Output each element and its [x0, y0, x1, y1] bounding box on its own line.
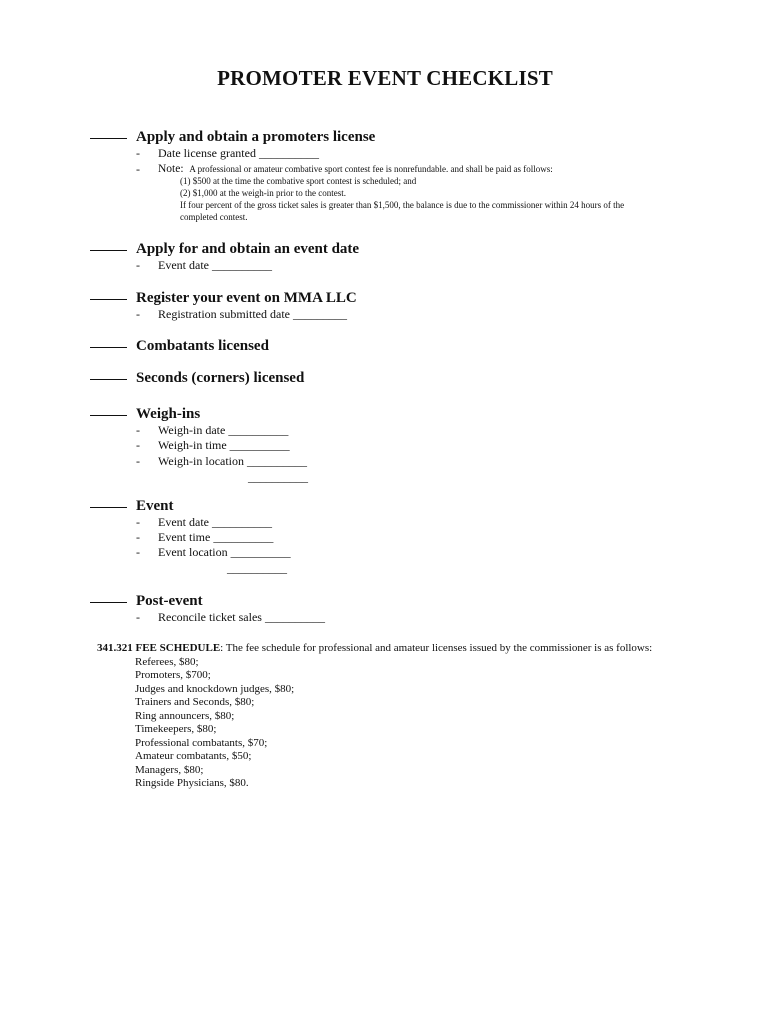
checkbox-blank[interactable] — [90, 379, 127, 380]
bullet-dash: - — [136, 454, 140, 468]
fee-details — [90, 175, 730, 223]
section-heading: Combatants licensed — [136, 338, 269, 354]
fee-item: Referees, $80; — [135, 655, 199, 668]
weigh-in-time-field: Weigh-in time __________ — [158, 438, 290, 452]
location-continuation — [90, 561, 730, 576]
fee-detail-line: completed contest. — [180, 212, 248, 222]
fee-item: Amateur combatants, $50; — [135, 750, 252, 762]
fee-item: Judges and knockdown judges, $80; — [135, 682, 295, 695]
weigh-in-location-field: Weigh-in location __________ — [158, 454, 308, 468]
section-heading: Event — [136, 498, 174, 514]
checkbox-blank[interactable] — [90, 415, 127, 416]
checkbox-blank[interactable] — [90, 347, 127, 348]
list-item — [90, 438, 730, 454]
fee-list — [135, 656, 652, 791]
event-location-field: Event location __________ — [158, 545, 291, 559]
fee-schedule-header — [97, 642, 652, 656]
section-event — [90, 497, 730, 576]
fee-detail-line: If four percent of the gross ticket sales is greater than $1,500, the balance is due to the commissioner within 24 hours of the — [180, 200, 625, 210]
fee-detail-line: (1) $500 at the time the combative sport contest is scheduled; and — [180, 176, 417, 186]
location-continuation — [90, 470, 730, 485]
bullet-dash: - — [136, 515, 140, 529]
bullet-dash: - — [136, 438, 140, 452]
bullet-dash: - — [136, 545, 140, 559]
fee-item: Trainers and Seconds, $80; — [135, 696, 255, 708]
fee-item: Professional combatants, $70; — [135, 736, 268, 749]
section-heading: Weigh-ins — [136, 406, 201, 422]
fee-detail-line: (2) $1,000 at the weigh-in prior to the contest. — [180, 188, 346, 198]
fee-item: Ringside Physicians, $80. — [135, 777, 249, 789]
list-item — [90, 515, 730, 530]
bullet-dash: - — [136, 610, 140, 624]
fee-schedule-label: 341.321 FEE SCHEDULE — [97, 642, 221, 654]
bullet-dash: - — [136, 530, 140, 544]
list-item — [90, 423, 730, 438]
extra-blank-line: __________ — [227, 561, 287, 575]
page-title: PROMOTER EVENT CHECKLIST — [217, 66, 553, 90]
fee-schedule — [97, 642, 652, 791]
list-item — [90, 454, 730, 470]
list-item — [90, 530, 730, 545]
bullet-dash: - — [136, 146, 140, 160]
section-heading: Seconds (corners) licensed — [136, 370, 305, 386]
list-item — [90, 258, 730, 274]
section-heading: Register your event on MMA LLC — [136, 290, 357, 306]
section-weigh-ins — [90, 405, 730, 485]
bullet-dash: - — [136, 258, 140, 272]
list-item — [90, 146, 730, 162]
bullet-dash: - — [136, 307, 140, 321]
date-license-granted-field: Date license granted __________ — [158, 146, 319, 160]
bullet-dash: - — [136, 423, 140, 437]
checkbox-blank[interactable] — [90, 138, 127, 139]
section-combatants — [90, 337, 730, 355]
fee-item: Timekeepers, $80; — [135, 723, 217, 735]
event-date-field: Event date __________ — [158, 515, 272, 529]
fee-schedule-intro: : The fee schedule for professional and amateur licenses issued by the commissioner is as follows: — [220, 642, 653, 654]
reconcile-ticket-sales-field: Reconcile ticket sales __________ — [158, 610, 325, 624]
fee-item: Managers, $80; — [135, 763, 204, 776]
registration-date-field: Registration submitted date _________ — [158, 307, 347, 321]
fee-item: Ring announcers, $80; — [135, 709, 235, 722]
list-item — [90, 307, 730, 323]
section-post-event — [90, 592, 730, 626]
section-seconds — [90, 369, 730, 387]
weigh-in-date-field: Weigh-in date __________ — [158, 423, 289, 437]
extra-blank-line: __________ — [248, 470, 308, 484]
event-time-field: Event time __________ — [158, 530, 274, 544]
bullet-dash: - — [136, 162, 140, 176]
list-item — [90, 610, 730, 626]
checkbox-blank[interactable] — [90, 299, 127, 300]
section-register — [90, 289, 730, 323]
fee-item: Promoters, $700; — [135, 669, 211, 681]
note-row — [90, 162, 730, 175]
section-promoter-license — [90, 128, 730, 223]
note-label: Note: — [158, 163, 184, 175]
section-heading: Apply and obtain a promoters license — [136, 129, 376, 145]
event-date-field: Event date __________ — [158, 258, 272, 272]
section-heading: Apply for and obtain an event date — [136, 241, 360, 257]
list-item — [90, 545, 730, 561]
note-text: A professional or amateur combative sport contest fee is nonrefundable. and shall be paid as follows: — [189, 164, 553, 174]
checkbox-blank[interactable] — [90, 602, 127, 603]
section-heading: Post-event — [136, 593, 203, 609]
checkbox-blank[interactable] — [90, 250, 127, 251]
checkbox-blank[interactable] — [90, 507, 127, 508]
section-event-date — [90, 240, 730, 274]
